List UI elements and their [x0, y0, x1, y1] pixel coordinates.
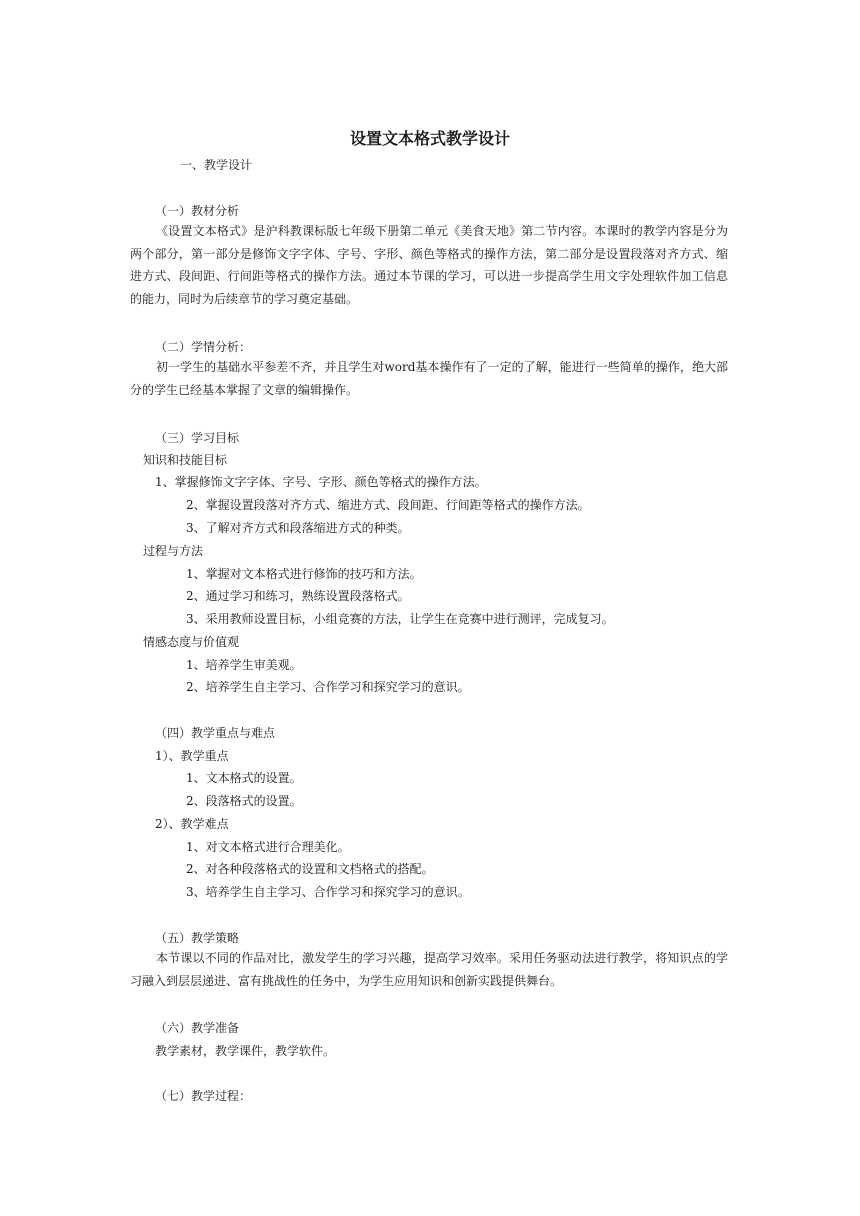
list-item: 1、培养学生审美观。 [186, 658, 302, 672]
heading-teaching-preparation: （六）教学准备 [155, 1021, 240, 1035]
heading-learning-objectives: （三）学习目标 [155, 431, 240, 445]
subheading-emotion-values: 情感态度与价值观 [143, 635, 240, 649]
subheading-key-points: 1）、教学重点 [155, 749, 229, 763]
heading-material-analysis: （一）教材分析 [155, 204, 240, 218]
list-item: 2、段落格式的设置。 [186, 794, 302, 808]
paragraph-material-analysis: 《设置文本格式》是沪科教课标版七年级下册第二单元《美食天地》第二节内容。本课时的教学内容是分为两个部分，第一部分是修饰文字字体、字号、字形、颜色等格式的操作方法，第二部分是设置段落对齐方式、缩进方式、段间距、行间距等格式的操作方法。通过本节课的学习，可以进一步提高学生用文字处理软件加工信息的能力，同时为后续章节的学习奠定基础。 [130, 224, 728, 307]
list-item: 2、通过学习和练习，熟练设置段落格式。 [186, 589, 410, 603]
subheading-process-methods: 过程与方法 [143, 544, 204, 558]
heading-teaching-strategy: （五）教学策略 [155, 931, 240, 945]
heading-student-analysis: （二）学情分析： [155, 340, 252, 354]
list-item: 1、文本格式的设置。 [186, 771, 302, 785]
document-title: 设置文本格式教学设计 [349, 129, 510, 148]
heading-key-difficult-points: （四）教学重点与难点 [155, 726, 276, 740]
list-item: 3、采用教师设置目标，小组竞赛的方法，让学生在竞赛中进行测评，完成复习。 [186, 612, 614, 626]
list-item: 3、了解对齐方式和段落缩进方式的种类。 [186, 521, 410, 535]
subheading-knowledge-skills: 知识和技能目标 [143, 453, 228, 467]
list-item: 1、掌握对文本格式进行修饰的技巧和方法。 [186, 567, 422, 581]
subheading-difficult-points: 2）、教学难点 [155, 817, 229, 831]
list-item: 3、培养学生自主学习、合作学习和探究学习的意识。 [186, 885, 470, 899]
list-item: 2、对各种段落格式的设置和文档格式的搭配。 [186, 862, 434, 876]
list-item: 1、对文本格式进行合理美化。 [186, 840, 350, 854]
paragraph-teaching-strategy: 本节课以不同的作品对比，激发学生的学习兴趣，提高学习效率。采用任务驱动法进行教学，将知识点的学习融入到层层递进、富有挑战性的任务中，为学生应用知识和创新实践提供舞台。 [130, 951, 728, 988]
text-teaching-materials: 教学素材，教学课件，教学软件。 [155, 1044, 336, 1058]
paragraph-student-analysis: 初一学生的基础水平参差不齐，并且学生对word基本操作有了一定的了解，能进行一些简单的操作，绝大部分的学生已经基本掌握了文章的编辑操作。 [130, 360, 728, 397]
heading-teaching-process: （七）教学过程： [155, 1089, 252, 1103]
list-item: 1、掌握修饰文字字体、字号、字形、颜色等格式的操作方法。 [155, 475, 487, 489]
list-item: 2、掌握设置段落对齐方式、缩进方式、段间距、行间距等格式的操作方法。 [186, 498, 590, 512]
section-heading-teaching-design: 一、教学设计 [180, 158, 253, 172]
list-item: 2、培养学生自主学习、合作学习和探究学习的意识。 [186, 680, 470, 694]
